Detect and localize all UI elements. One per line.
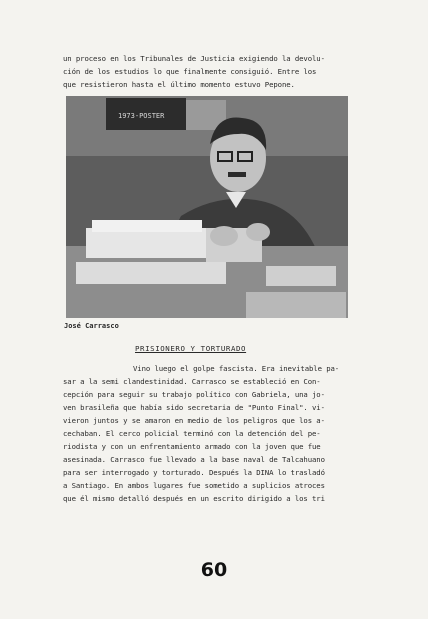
page-number: 60	[200, 559, 228, 581]
text-line: cechaban. El cerco policial terminó con la detención del pe-	[63, 429, 321, 438]
text-line: a Santiago. En ambos lugares fue sometido a suplicios atroces	[63, 481, 325, 490]
top-paragraph	[63, 52, 368, 91]
portrait-photo	[66, 96, 348, 318]
text-line: Vino luego el golpe fascista. Era inevitable pa-	[133, 364, 340, 373]
text-line: ven brasileña que había sido secretaria de "Punto Final". vi-	[63, 403, 325, 412]
body-paragraph	[63, 362, 368, 505]
text-line: que resistieron hasta el último momento estuvo Pepone.	[63, 80, 295, 89]
text-line: vieron juntos y se amaron en medio de los peligros que los a-	[63, 416, 325, 425]
text-line: asesinada. Carrasco fue llevado a la base naval de Talcahuano	[63, 455, 325, 464]
text-line: cepción para seguir su trabajo político con Gabriela, una jo-	[63, 390, 325, 399]
text-line: ción de los estudios lo que finalmente consiguió. Entre los	[63, 67, 317, 76]
poster-text: 1973-POSTER	[118, 112, 165, 120]
photo-caption: José Carrasco	[64, 322, 119, 330]
section-heading: PRISIONERO Y TORTURADO	[135, 344, 247, 353]
text-line: para ser interrogado y torturado. Después la DINA lo trasladó	[63, 468, 325, 477]
text-line: riodista y con un enfrentamiento armado con la joven que fue	[63, 442, 321, 451]
text-line: sar a la semi clandestinidad. Carrasco se estableció en Con-	[63, 377, 321, 386]
photo-illustration	[66, 96, 348, 318]
text-line: un proceso en los Tribunales de Justicia exigiendo la devolu-	[63, 54, 325, 63]
text-line: que él mismo detalló después en un escrito dirigido a los tri	[63, 494, 325, 503]
